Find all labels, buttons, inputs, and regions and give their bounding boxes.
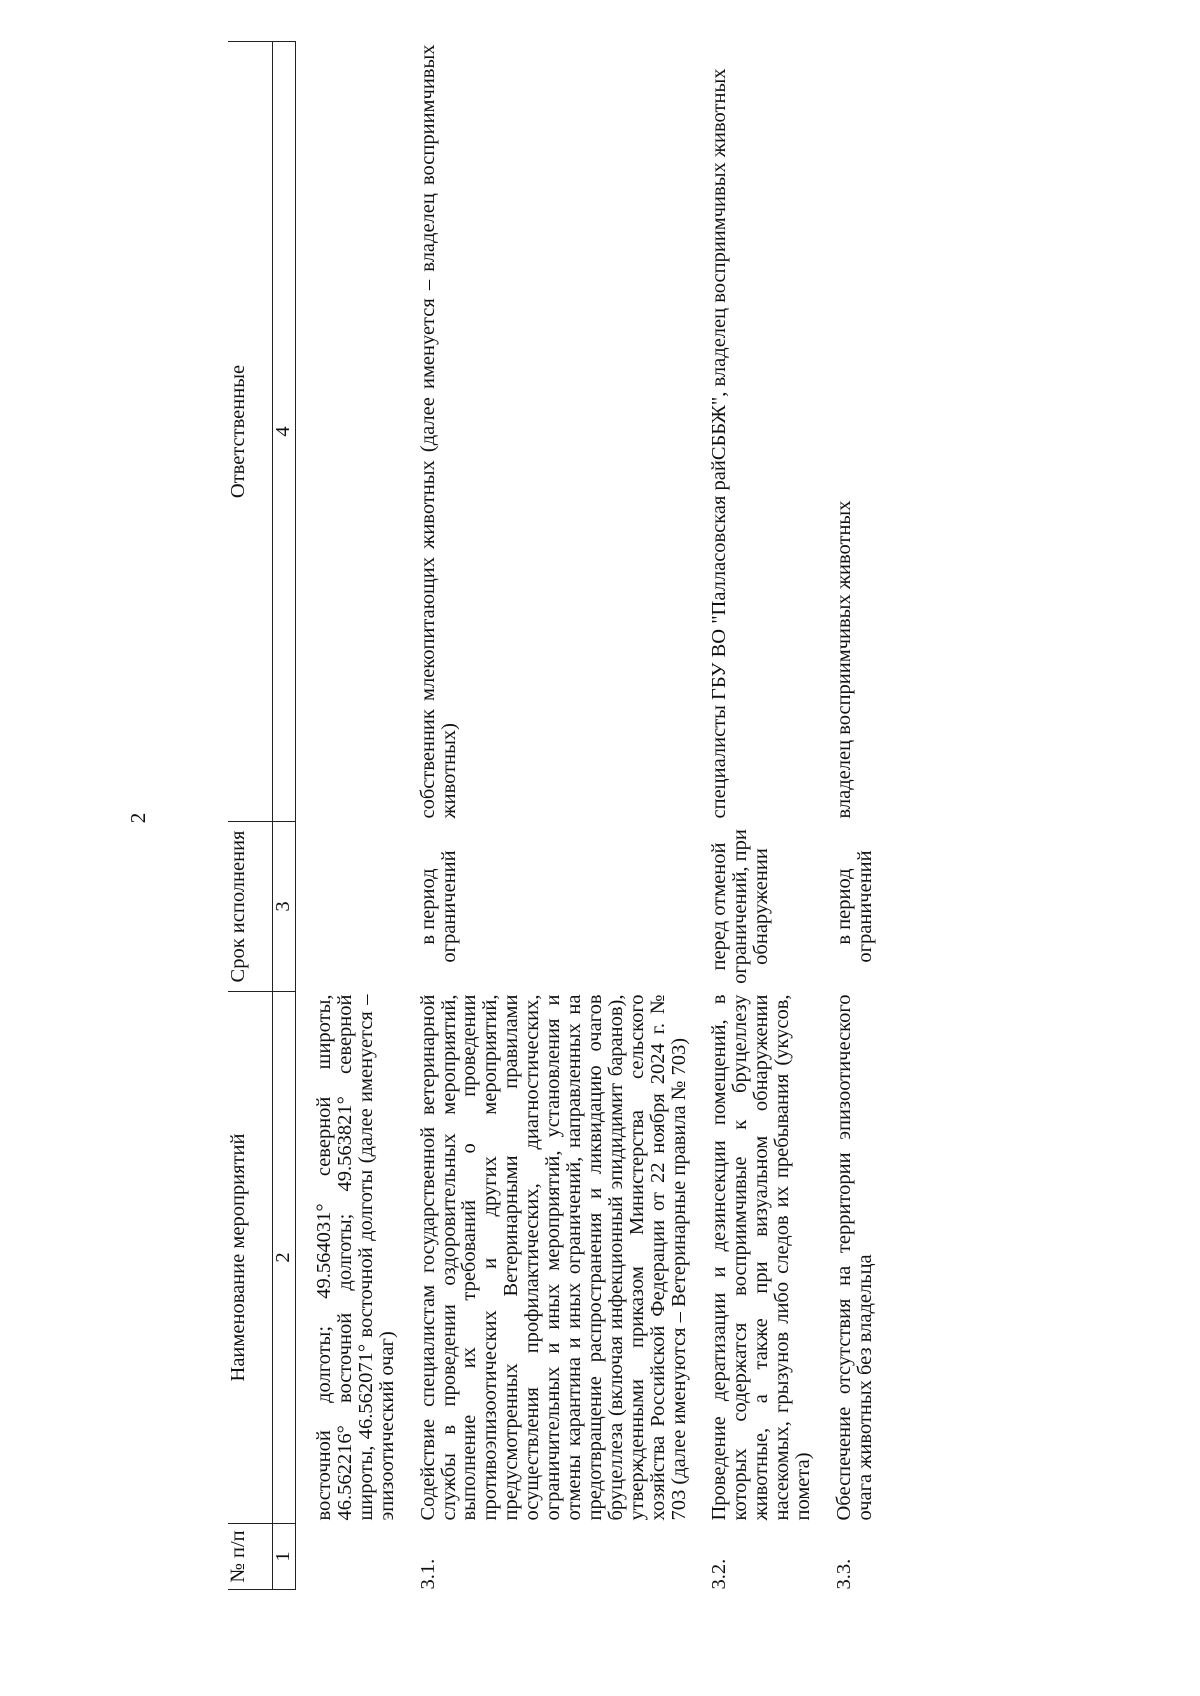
header-index-3: 3	[273, 822, 296, 992]
header-index-1: 1	[273, 1524, 296, 1590]
row-measure: Проведение дератизации и дезинсекции помещений, в которых содержатся восприимчивые к бруцеллезу животные, а также при визуальном обнаружении насекомых, грызунов либо следов их пребывания (укусов, помета)	[708, 994, 815, 1521]
header-index-4: 4	[273, 42, 296, 822]
row-number: 3.1.	[416, 1558, 439, 1590]
header-measure: Наименование мероприятий	[228, 992, 273, 1524]
row-measure: Обеспечение отсутствия на территории эпизоотического очага животных без владельца	[832, 994, 876, 1521]
row-responsible: владелец восприимчивых животных	[832, 500, 855, 819]
row-deadline: перед отменой ограничений, при обнаружении	[708, 829, 773, 984]
page-number: 2	[126, 812, 150, 824]
row-number: 3.2.	[708, 1558, 731, 1590]
row-measure: Содействие специалистам государственной ветеринарной службы в проведении оздоровительных мероприятий, выполнение их требований о проведении противоэпизоотических и других мероприятий, предусмотренных Ветеринарными правилами осуществления профилактических, диагностических, ограничительных и иных мероприятий, установления и отмены карантина и иных ограничений, направленных на предотвращение распространения и ликвидацию очагов бруцеллеза (включая инфекционный эпидидимит баранов), утвержденными приказом Министерства сельского хозяйства Российской Федерации от 22 ноября 2024 г. № 703 (далее именуются – Ветеринарные правила № 703)	[416, 994, 690, 1521]
row-responsible: собственник млекопитающих животных (далее именуется – владелец восприимчивых животных)	[416, 44, 460, 819]
table-row	[834, 42, 876, 1590]
rotated-page-content	[116, 40, 1116, 1590]
table-row	[314, 42, 398, 1590]
row-number: 3.3.	[832, 1558, 855, 1590]
row-deadline: в период ограничений	[416, 850, 460, 963]
header-deadline: Срок исполнения	[228, 822, 273, 992]
row-deadline: в период ограничений	[832, 850, 876, 963]
table-row	[418, 42, 690, 1590]
header-number: № п/п	[228, 1524, 273, 1590]
row-responsible: специалисты ГБУ ВО "Палласовская райСББЖ", владелец восприимчивых животных	[708, 68, 731, 819]
table-header	[228, 42, 296, 1590]
measures-table	[228, 41, 876, 1590]
header-responsible: Ответственные	[228, 42, 273, 822]
continuation-text: восточной долготы; 49.564031° северной широты, 46.562216° восточной долготы; 49.563821° северной широты, 46.562071° восточной долготы (далее именуется – эпизоотический очаг)	[313, 994, 398, 1521]
table-row	[709, 42, 814, 1590]
header-index-2: 2	[273, 992, 296, 1524]
